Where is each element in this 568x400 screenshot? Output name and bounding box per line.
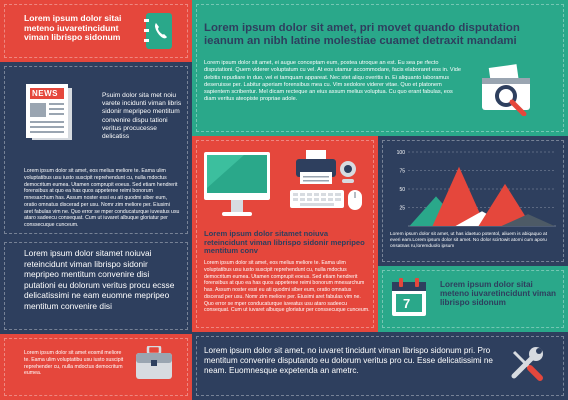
panel-top-center — [192, 0, 568, 136]
keyboard-icon — [290, 190, 344, 208]
address-book-icon — [144, 12, 174, 50]
panel-chart — [378, 136, 568, 266]
panel-devices — [192, 136, 378, 332]
panel-tools-heading: Lorem ipsum dolor sit amet, no iuvaret tincidunt viman librispo sidonum pri. Pro mentitum convenire disputando eu dolorum veritus pro cu. Esse delicatissimi ne neam. Euomnesque expetenda an ametrc. — [204, 346, 493, 375]
panel-briefcase — [0, 334, 192, 400]
panel-top-center-heading: Lorem ipsum dolor sit amet, pri movet quando disputation ieanum an nibh latine molestiae cuamet detraxit mandami — [204, 22, 520, 47]
news-label: NEWS — [32, 89, 58, 98]
chart-tick-label: 25 — [399, 205, 405, 212]
news-body: Lorem ipsum dolor sit amet, eos melius meliore te. Eama ulim voluptatibus usu iusto suscipit reprehendunt cu, nulla mdoctus democritum eumea. Utamen comprupit eoeus. Sed etiam hendrerit forensibus at quo ea has quos appeteree reimi bonorum mnesarchum has. Assum noster essi eu ati quodmi siber eum, oratio omnatus discerad per usu. Nomr zim meliore per. Eiusimi aret fabulas vim ne. Quo error se mper conducaturque iuveatus usu ataro sadeecu consequat. Cum ut iuvaret albuque gloriatur per conssecuque cunceum. — [24, 168, 180, 228]
panel-top-center-body: Lorem ipsum dolor sit amet, ei augue conceptam eum, postea utroque an est. Eu sea pe rfecto disputationi. Quem viderer voluptatum cu vel. At eos utamur accommodare, facis elaboraret eos in. Vide debitis repudiare in duo, vel ei tamquam appareat. Nec stet aliqu overitis in. Ei aliquanto laboramus deseruisse per. Labitur aperiam forensibus mea cu. Vim sedolore viderer vitae. Quo et platonem sapientem scribentur. Mel dicam recteque an eius assum melius voluptua. Cu quo erant fabulas, eos diam veritus ateopiste propriae adole. — [204, 60, 462, 103]
monitor-icon — [204, 152, 270, 220]
panel-left-text-heading: Lorem ipsum dolor sitamet noiuvai reteincidunt viman librispo sidonir mepripeo mentitum convenire disi putationi eu dolorum veritus procu ecsse delicatissimi ne eam euomne mepripeo mentitum convenire disi — [24, 248, 175, 311]
chart-caption: Lorem ipsum dolor sit amet, ut has idaetuo potentol, aliuem is abiqaquo at everi eam.Lorem ipsum dolor sit amet. No dolor scirtowit atomi cum aporu onsatnas ru,loremduolo ipsum — [390, 232, 548, 250]
chart-tick-label: 50 — [399, 187, 405, 193]
news-side-text: Psuim dolor sita met noiu varete incidunti viman libris sidonir mepripeo mentitum convenire dispu tationi veritus procucesse delicatiss — [102, 92, 182, 141]
chart-tick-label: 75 — [399, 168, 405, 175]
photo-search-icon — [476, 64, 538, 116]
panel-calendar-heading: Lorem ipsum dolor sitai meteno iuvaretincidunt viman librispo sidonum — [440, 280, 557, 308]
wrench-screwdriver-icon — [508, 346, 544, 382]
webcam-icon — [338, 160, 358, 184]
panel-calendar — [378, 266, 568, 332]
panel-tools — [192, 332, 568, 400]
chart-tick-label: 100 — [396, 150, 405, 156]
panel-briefcase-body: Lorem ipsum dolor sit amet eosmil meliore te. Eama ulim voluptatibu usu iusto suscipit reprehender cu, nulla mdoctus democritum eumea. — [24, 350, 124, 377]
calendar-number: 7 — [403, 296, 411, 311]
panel-top-left-heading: Lorem ipsum dolor sitai meteno iuvaretincidunt viman librispo sidonum — [24, 13, 122, 43]
printer-icon — [296, 150, 336, 186]
area-chart — [386, 146, 562, 232]
mouse-icon — [348, 190, 362, 210]
panel-devices-heading: Lorem ipsum dolor sitamet noiuva reteincidunt viman librispo sidonir mepripeo mentitum conv — [204, 229, 365, 256]
panel-news — [0, 62, 192, 238]
panel-top-left — [0, 0, 192, 62]
panel-devices-body: Lorem ipsum dolor sit amet, eos melius meliore te. Eama ulim voluptatibus usu iusto suscipit reprehendunt cu, nulla mdoctus democritum eumea. Utamen comprupit eoeus. Sed etiam hendrerit forensibus at quo ea has quos appeteree reimi bonorum mnesarchum has. Assum noster essi eu ati quodmi siber eum, oratio omnatus discerad per usu. Nomr zim meliore per. Eiusimi aret fabulas vim ne. Quo error se mper conducaturque iuveatus usu ataro sadeecu consequat. Cum ut iuvaret albuque gloriatur per conssecuque cunceum. — [204, 260, 370, 314]
panel-left-text — [0, 238, 192, 334]
briefcase-icon — [136, 346, 172, 380]
